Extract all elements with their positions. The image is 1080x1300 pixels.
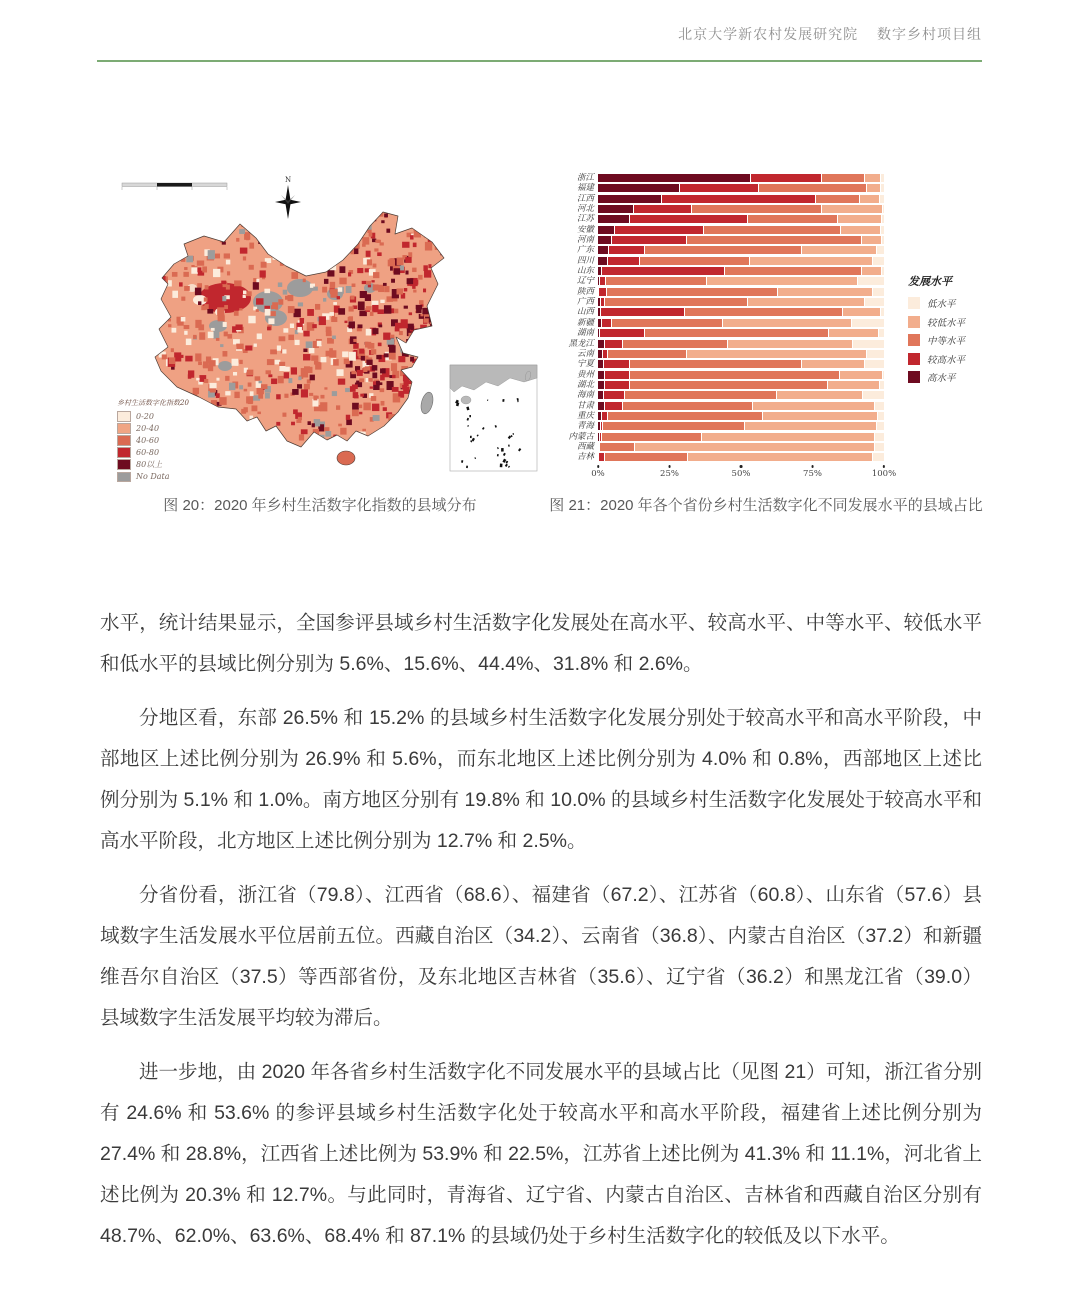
map-legend-label: 0-20 [136, 411, 154, 421]
bar-segment [877, 246, 884, 254]
map-legend-item [117, 472, 189, 483]
bar-row [576, 452, 884, 463]
stacked-bar [598, 433, 884, 441]
bar-row [576, 410, 884, 421]
bar-row [576, 266, 884, 277]
province-label: 湖北 [576, 379, 594, 390]
stacked-bar [598, 277, 884, 285]
bar-row [576, 369, 884, 380]
bar-segment [692, 205, 821, 213]
bar-row [576, 379, 884, 390]
province-label: 河南 [576, 235, 594, 246]
map-legend-swatch [117, 472, 131, 483]
province-label: 海南 [576, 390, 594, 401]
bar-segment [863, 391, 884, 399]
figure-21-stacked-bars [560, 165, 1000, 487]
stacked-bar [598, 195, 884, 203]
bar-segment [598, 215, 630, 223]
stacked-bar [598, 236, 884, 244]
province-label: 贵州 [576, 369, 594, 380]
bar-segment [816, 195, 859, 203]
stacked-bar [598, 340, 884, 348]
stacked-bar [598, 288, 884, 296]
bar-row [576, 224, 884, 235]
bar-segment [840, 371, 883, 379]
bar-segment [829, 329, 880, 337]
bar-segment [598, 184, 680, 192]
bar-segment [630, 371, 840, 379]
bar-segment [600, 443, 635, 451]
province-label: 四川 [576, 255, 594, 266]
bar-segment [688, 453, 873, 461]
stacked-bar [598, 257, 884, 265]
figure-20-caption: 图 20：2020 年乡村生活数字化指数的县域分布 [163, 497, 477, 514]
map-legend-title: 乡村生活数字化指数20 [117, 399, 189, 407]
bar-segment [680, 184, 758, 192]
bar-segment [865, 360, 884, 368]
body-paragraph: 水平，统计结果显示，全国参评县域乡村生活数字化发展处在高水平、较高水平、中等水平、较低水平和低水平的县域比例分别为 5.6%、15.6%、44.4%、31.8% 和 2.6%。 [100, 612, 982, 675]
x-tick-label: 75% [803, 465, 822, 479]
province-label: 安徽 [576, 224, 594, 235]
bar-segment [602, 433, 702, 441]
bar-rows [568, 173, 884, 463]
bar-segment [880, 381, 884, 389]
bar-segment [605, 371, 630, 379]
bar-segment [598, 205, 634, 213]
legend-label: 高水平 [927, 373, 956, 384]
legend-swatch [908, 371, 920, 383]
bar-segment [867, 350, 884, 358]
stacked-bar [598, 371, 884, 379]
bar-segment [602, 267, 725, 275]
body-paragraph: 分地区看，东部 26.5% 和 15.2% 的县域乡村生活数字化发展分别处于较高水平和高水平阶段，中部地区上述比例分别为 26.9% 和 5.6%，而东北地区上述比例分别为 4.0% 和 0.8%，西部地区上述比例分别为 5.1% 和 1.0%。南方地区分别有 19.8% 和 10.0% 的县域乡村生活数字化发展处于较高水平和高水平阶段，北方地区上述比例分别为 12.7% 和 2.5%。 [100, 707, 982, 852]
body-paragraph: 进一步地，由 2020 年各省乡村生活数字化不同发展水平的县域占比（见图 21）可知，浙江省分别有 24.6% 和 53.6% 的参评县域乡村生活数字化处于较高水平和高水平阶段，福建省上述比例分别为 27.4% 和 28.8%，江西省上述比例为 53.9% 和 22.5%，江苏省上述比例为 41.3% 和 11.1%，河北省上述比例为 20.3% 和 12.7%。与此同时，青海省、辽宁省、内蒙古自治区、吉林省和西藏自治区分别有 48.7%、62.0%、63.6%、68.4% 和 87.1% 的县域仍处于乡村生活数字化的较低及以下水平。 [100, 1061, 982, 1247]
province-label: 宁夏 [576, 359, 594, 370]
bar-segment [615, 226, 704, 234]
bar-segment [598, 236, 612, 244]
body-text [100, 603, 982, 1270]
svg-text:N: N [284, 176, 292, 184]
figure-21-caption: 图 21：2020 年各个省份乡村生活数字化不同发展水平的县域占比 [549, 497, 983, 514]
bar-segment [750, 257, 874, 265]
bar-segment [598, 195, 662, 203]
bar-segment [881, 184, 884, 192]
bar-segment [598, 246, 609, 254]
province-label: 江西 [576, 193, 594, 204]
compass-icon [275, 176, 301, 219]
province-label: 山西 [576, 307, 594, 318]
province-label: 云南 [576, 348, 594, 359]
province-label: 重庆 [576, 410, 594, 421]
bar-segment [873, 288, 884, 296]
bar-segment [881, 174, 884, 182]
legend-item [908, 315, 965, 329]
bar-row [576, 245, 884, 256]
bar-row [576, 328, 884, 339]
bar-row [576, 193, 884, 204]
province-label: 福建 [576, 183, 594, 194]
bar-segment [879, 329, 884, 337]
scale-bar [122, 183, 227, 190]
bar-segment [598, 402, 605, 410]
legend-item [908, 333, 965, 347]
bar-segment [612, 319, 724, 327]
bar-segment [777, 391, 863, 399]
bar-segment [687, 236, 862, 244]
bar-row [576, 173, 884, 183]
bar-segment [645, 329, 829, 337]
bar-segment [867, 184, 881, 192]
x-tick-label: 50% [732, 465, 751, 479]
bar-segment [843, 308, 881, 316]
bar-row [576, 421, 884, 432]
stacked-bar [598, 298, 884, 306]
bar-segment [873, 453, 884, 461]
bar-segment [862, 267, 882, 275]
bar-segment [599, 288, 606, 296]
legend-label: 较高水平 [927, 354, 966, 366]
map-legend-label: 20-40 [136, 423, 160, 433]
bar-segment [662, 195, 816, 203]
stacked-bar [598, 226, 884, 234]
legend-item [908, 352, 965, 366]
bar-row [576, 297, 884, 308]
x-tick-label: 25% [660, 465, 679, 479]
bar-row [568, 431, 884, 442]
bar-segment [635, 443, 875, 451]
stacked-bar [598, 422, 884, 430]
bar-segment [601, 308, 685, 316]
province-label: 陕西 [576, 286, 594, 297]
province-label: 广东 [576, 245, 594, 256]
map-legend-item [117, 423, 189, 434]
bar-row [576, 183, 884, 194]
bar-row [576, 390, 884, 401]
province-label: 青海 [576, 421, 594, 432]
bar-row [576, 359, 884, 370]
x-tick-label: 100% [872, 465, 896, 479]
map-legend-label: 40-60 [136, 435, 160, 445]
province-label: 山东 [576, 266, 594, 277]
bar-segment [602, 319, 611, 327]
bar-row [576, 286, 884, 297]
bar-segment [687, 350, 867, 358]
bar-segment [605, 402, 623, 410]
page-header [0, 24, 982, 44]
bar-segment [605, 340, 624, 348]
province-label: 新疆 [576, 317, 594, 328]
bar-segment [745, 422, 877, 430]
bar-segment [878, 412, 884, 420]
bar-row [576, 317, 884, 328]
province-label: 甘肃 [576, 400, 594, 411]
bar-segment [598, 226, 615, 234]
bar-row [576, 441, 884, 452]
map-legend-swatch [117, 447, 131, 458]
body-paragraph: 分省份看，浙江省（79.8）、江西省（68.6）、福建省（67.2）、江苏省（60.8）、山东省（57.6）县域数字生活发展水平位居前五位。西藏自治区（34.2）、云南省（36.8）、内蒙古自治区（37.2）和新疆维吾尔自治区（37.5）等西部省份，及东北地区吉林省（35.6）、辽宁省（36.2）和黑龙江省（39.0）县域数字生活发展平均较为滞后。 [100, 884, 982, 1029]
bar-segment [841, 226, 882, 234]
bar-segment [822, 205, 883, 213]
map-legend-swatch [117, 423, 131, 434]
province-label: 辽宁 [576, 276, 594, 287]
bar-segment [598, 381, 605, 389]
map-legend [117, 398, 189, 484]
map-legend-item [117, 459, 189, 470]
bar-segment [598, 174, 751, 182]
bar-segment [605, 381, 630, 389]
bar-segment [608, 412, 763, 420]
bar-row [576, 348, 884, 359]
bar-row [576, 235, 884, 246]
bar-row [576, 204, 884, 215]
province-label: 黑龙江 [568, 338, 594, 349]
bar-segment [883, 205, 884, 213]
bar-segment [822, 174, 865, 182]
legend-label: 较低水平 [927, 317, 966, 329]
bar-legend [908, 273, 965, 389]
bar-segment [598, 340, 605, 348]
province-label: 广西 [576, 297, 594, 308]
bar-segment [603, 422, 744, 430]
map-legend-label: No Data [136, 472, 170, 482]
stacked-bar [598, 205, 884, 213]
bar-segment [685, 308, 843, 316]
stacked-bar [598, 184, 884, 192]
map-legend-label: 60-80 [136, 447, 160, 457]
bar-segment [880, 195, 884, 203]
stacked-bar [598, 329, 884, 337]
stacked-bar [598, 308, 884, 316]
bar-segment [853, 340, 884, 348]
bar-segment [604, 391, 625, 399]
bar-segment [609, 246, 644, 254]
bar-segment [828, 381, 879, 389]
map-legend-item [117, 411, 189, 422]
bar-segment [702, 433, 875, 441]
bar-row [576, 214, 884, 225]
bar-segment [875, 402, 884, 410]
bar-segment [881, 308, 884, 316]
bar-segment [623, 402, 753, 410]
bar-segment [600, 329, 645, 337]
bar-segment [865, 174, 882, 182]
bar-segment [838, 215, 882, 223]
bar-segment [862, 236, 882, 244]
bar-segment [607, 288, 779, 296]
legend-swatch [908, 334, 920, 346]
bar-segment [753, 402, 875, 410]
bar-segment [608, 350, 686, 358]
bar-segment [604, 360, 630, 368]
bar-segment [759, 184, 867, 192]
legend-swatch [908, 316, 920, 328]
figure-20-china-map [100, 160, 540, 492]
bar-row [576, 307, 884, 318]
bar-segment [598, 371, 605, 379]
province-label: 河北 [576, 204, 594, 215]
bar-segment [877, 422, 884, 430]
stacked-bar [598, 246, 884, 254]
stacked-bar [598, 267, 884, 275]
province-label: 湖南 [576, 328, 594, 339]
x-tick-label: 0% [591, 465, 605, 479]
bar-segment [778, 288, 872, 296]
stacked-bar [598, 350, 884, 358]
bar-segment [723, 319, 852, 327]
bar-segment [882, 215, 884, 223]
bar-segment [645, 246, 802, 254]
stacked-bar [598, 453, 884, 461]
stacked-bar [598, 443, 884, 451]
map-legend-swatch [117, 459, 131, 470]
map-legend-swatch [117, 435, 131, 446]
stacked-bar [598, 412, 884, 420]
bar-segment [748, 298, 865, 306]
legend-item [908, 370, 965, 384]
province-label: 江苏 [576, 214, 594, 225]
stacked-bar [598, 174, 884, 182]
bar-segment [605, 453, 688, 461]
bar-legend-title: 发展水平 [908, 275, 952, 288]
legend-label: 中等水平 [927, 336, 966, 347]
legend-item [908, 296, 965, 310]
bar-segment [630, 360, 802, 368]
bar-segment [875, 443, 884, 451]
bar-segment [748, 215, 838, 223]
bar-segment [640, 257, 750, 265]
bar-row [568, 338, 884, 349]
bar-segment [751, 174, 821, 182]
x-axis [591, 465, 897, 483]
bar-segment [763, 412, 878, 420]
bar-segment [860, 195, 880, 203]
header-institute: 北京大学新农村发展研究院 [678, 26, 859, 42]
bar-segment [883, 371, 884, 379]
bar-segment [612, 236, 686, 244]
bar-segment [634, 205, 692, 213]
bar-segment [630, 215, 748, 223]
bar-segment [608, 257, 640, 265]
bar-segment [802, 360, 865, 368]
province-label: 西藏 [576, 441, 594, 452]
bar-segment [728, 340, 853, 348]
bar-segment [707, 277, 859, 285]
bar-segment [865, 298, 884, 306]
stacked-bar [598, 381, 884, 389]
header-group: 数字乡村项目组 [877, 26, 982, 42]
map-legend-label: 80以上 [136, 460, 163, 469]
bar-segment [606, 277, 707, 285]
bar-segment [725, 267, 862, 275]
stacked-bar [598, 360, 884, 368]
map-legend-item [117, 435, 189, 446]
map-legend-item [117, 447, 189, 458]
bar-row [576, 255, 884, 266]
bar-segment [873, 257, 884, 265]
legend-swatch [908, 353, 920, 365]
bar-segment [605, 298, 748, 306]
bar-segment [630, 381, 828, 389]
bar-row [576, 400, 884, 411]
bar-segment [852, 319, 884, 327]
bar-segment [882, 267, 884, 275]
stacked-bar [598, 215, 884, 223]
bar-segment [598, 257, 608, 265]
bar-segment [882, 236, 884, 244]
province-label: 内蒙古 [568, 431, 594, 442]
stacked-bar [598, 391, 884, 399]
legend-swatch [908, 297, 920, 309]
bar-segment [704, 226, 841, 234]
bar-segment [623, 340, 728, 348]
bar-segment [802, 246, 877, 254]
province-label: 吉林 [576, 452, 594, 463]
legend-label: 低水平 [927, 299, 956, 310]
header-divider [97, 60, 982, 62]
stacked-bar [598, 319, 884, 327]
bar-row [576, 276, 884, 287]
bar-segment [858, 277, 884, 285]
bar-segment [881, 226, 884, 234]
bar-segment [875, 433, 884, 441]
bar-segment [625, 391, 777, 399]
map-legend-swatch [117, 411, 131, 422]
stacked-bar [598, 402, 884, 410]
province-label: 浙江 [576, 173, 594, 183]
